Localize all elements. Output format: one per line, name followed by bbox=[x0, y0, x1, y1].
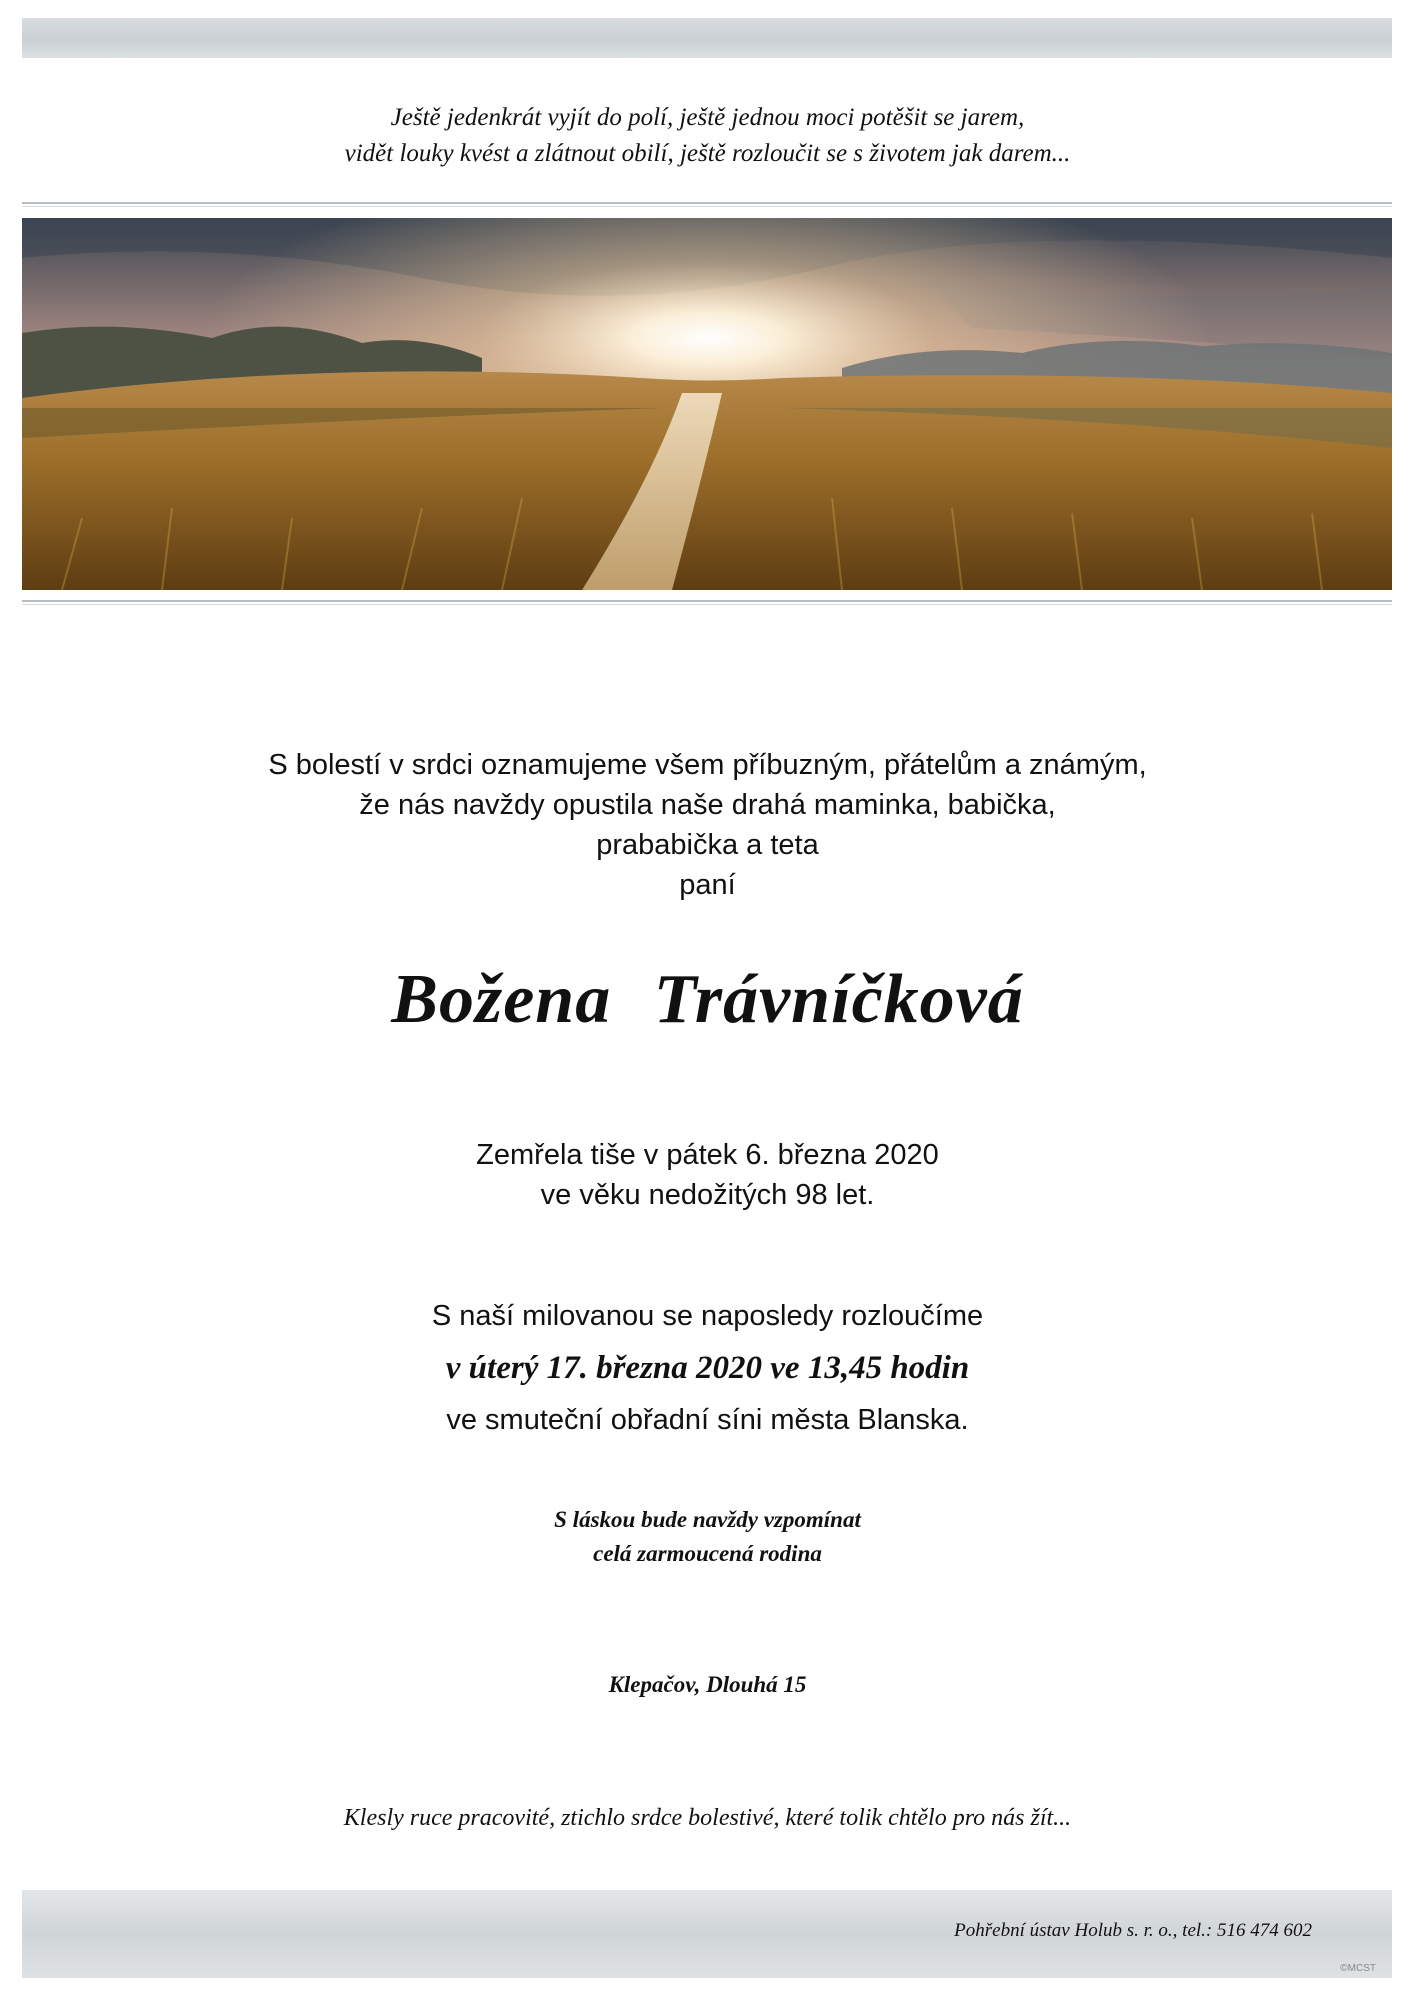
family-address: Klepačov, Dlouhá 15 bbox=[608, 1672, 807, 1697]
divider-top bbox=[22, 202, 1392, 208]
family-line-1: S láskou bude navždy vzpomínat bbox=[554, 1507, 861, 1532]
divider-bottom bbox=[22, 600, 1392, 606]
death-info bbox=[0, 1135, 1415, 1215]
ceremony-date: v úterý 17. března 2020 ve 13,45 hodin bbox=[445, 1350, 970, 1386]
deceased-name: Božena Trávníčková bbox=[391, 961, 1024, 1038]
copyright-mark: ©MCST bbox=[1340, 1963, 1376, 1974]
opening-verse bbox=[0, 100, 1415, 172]
sunset-field-photo bbox=[22, 218, 1392, 590]
funeral-home-contact: Pohřební ústav Holub s. r. o., tel.: 516 474 602 bbox=[954, 1920, 1312, 1941]
announcement-line-3: prababička a teta bbox=[596, 829, 819, 861]
closing-verse: Klesly ruce pracovité, ztichlo srdce bolestivé, které tolik chtělo pro nás žít... bbox=[343, 1805, 1072, 1831]
ceremony-intro: S naší milovanou se naposledy rozloučíme bbox=[431, 1300, 984, 1332]
announcement-line-4: paní bbox=[679, 869, 736, 901]
death-info-line-1: Zemřela tiše v pátek 6. března 2020 bbox=[476, 1139, 939, 1171]
ceremony-place: ve smuteční obřadní síni města Blanska. bbox=[446, 1404, 969, 1436]
opening-verse-line-1: Ještě jedenkrát vyjít do polí, ještě jednou moci potěšit se jarem, bbox=[390, 104, 1025, 131]
announcement bbox=[0, 745, 1415, 905]
footer-band bbox=[22, 1890, 1392, 1978]
family-signature bbox=[0, 1503, 1415, 1571]
announcement-line-1: S bolestí v srdci oznamujeme všem příbuzným, přátelům a známým, bbox=[268, 749, 1147, 781]
opening-verse-line-2: vidět louky kvést a zlátnout obilí, ještě rozloučit se s životem jak darem... bbox=[344, 140, 1071, 167]
announcement-line-2: že nás navždy opustila naše drahá maminka, babička, bbox=[359, 789, 1056, 821]
family-line-2: celá zarmoucená rodina bbox=[593, 1541, 822, 1566]
top-decorative-band bbox=[22, 18, 1392, 58]
death-info-line-2: ve věku nedožitých 98 let. bbox=[540, 1179, 875, 1211]
ceremony-info bbox=[0, 1290, 1415, 1446]
